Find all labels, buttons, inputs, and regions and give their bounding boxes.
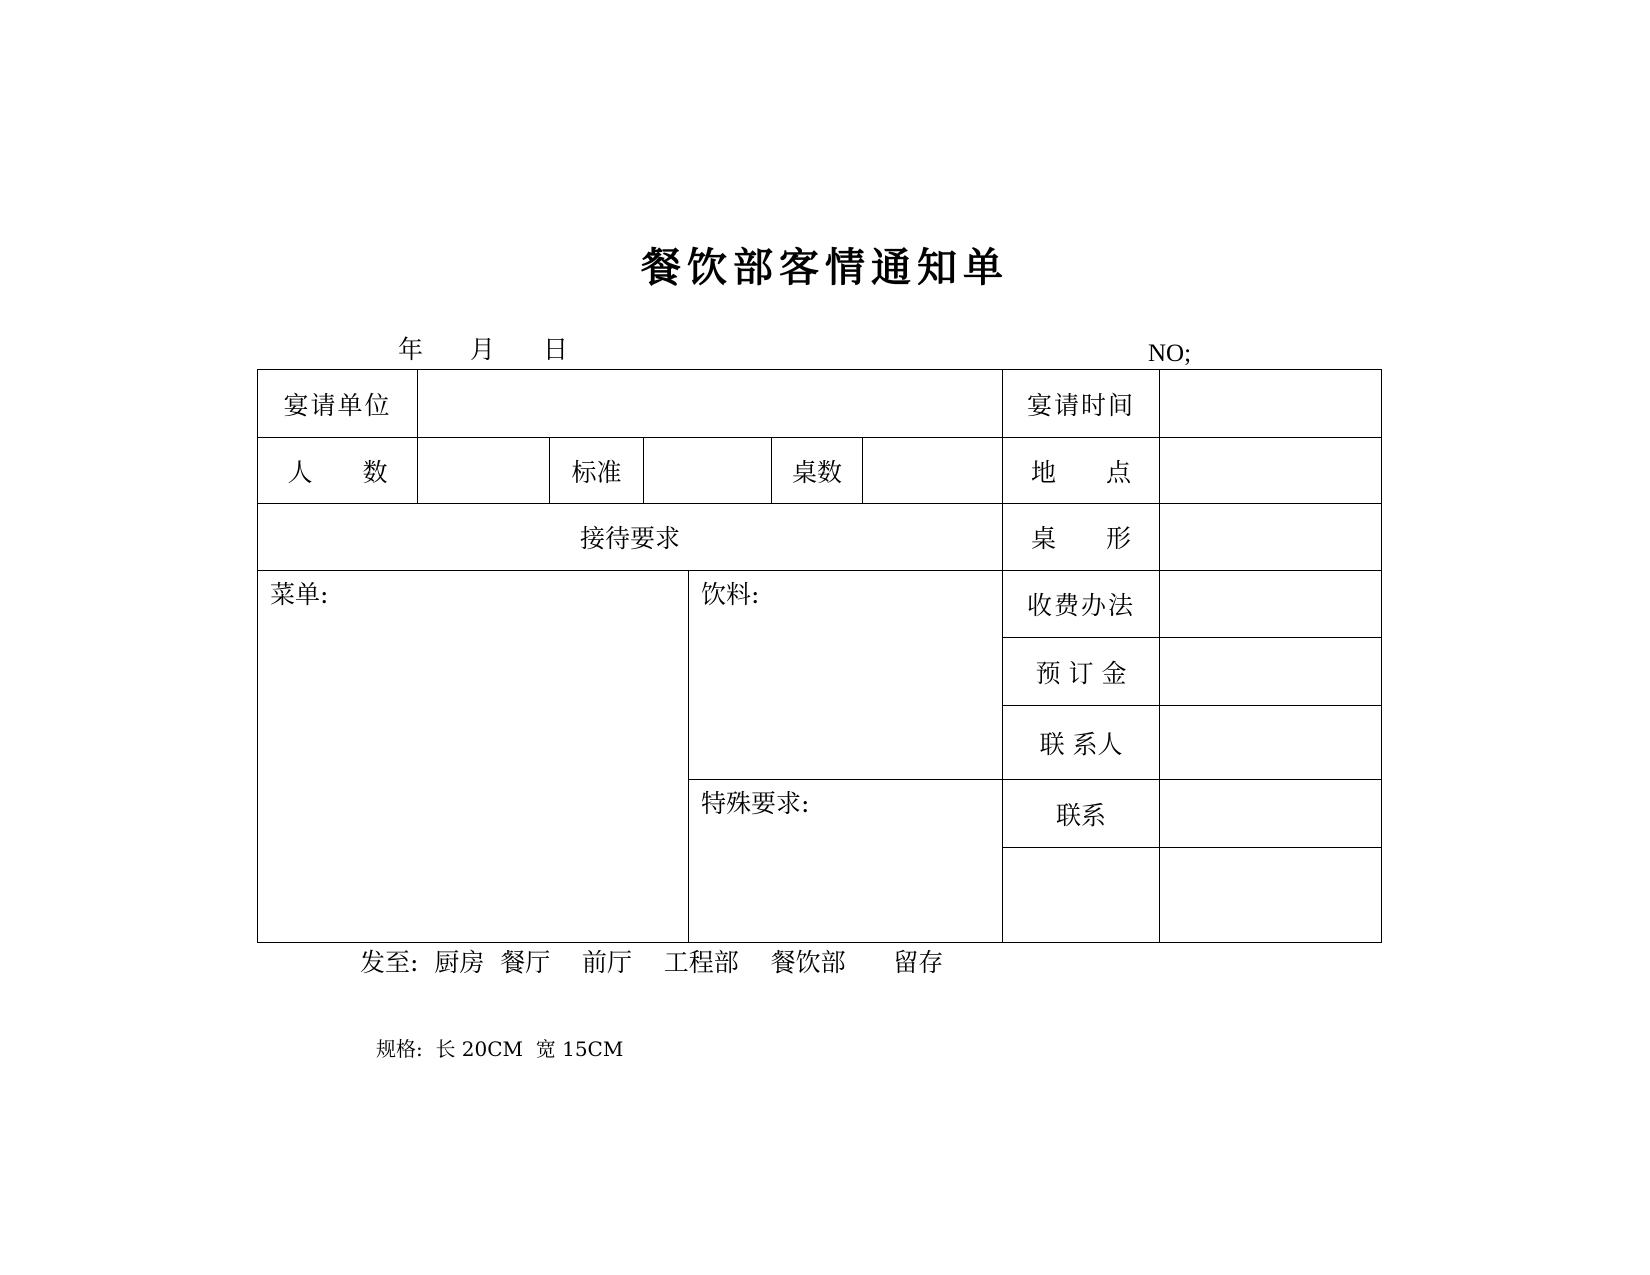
standard-label: 标准	[550, 438, 644, 504]
menu-label: 菜单:	[270, 580, 329, 609]
drinks-label: 饮料:	[701, 580, 760, 609]
special-requirements-field[interactable]	[689, 780, 1003, 943]
month-label: 月	[470, 335, 496, 364]
blank-label-cell[interactable]	[1003, 848, 1160, 943]
number-label: NO;	[1148, 340, 1192, 367]
banquet-notice-table	[257, 369, 1382, 943]
table-shape-label: 桌 形	[1003, 504, 1160, 571]
table-count-field[interactable]	[863, 438, 1003, 504]
deposit-field[interactable]	[1160, 638, 1382, 706]
distribution-line: 发至: 厨房 餐厅 前厅 工程部 餐饮部 留存	[360, 948, 944, 977]
contact-person-label: 联 系人	[1003, 706, 1160, 780]
menu-field[interactable]	[258, 571, 689, 943]
table-count-label: 桌数	[772, 438, 863, 504]
standard-field[interactable]	[644, 438, 772, 504]
banquet-time-field[interactable]	[1160, 370, 1382, 438]
people-count-field[interactable]	[418, 438, 550, 504]
people-count-label: 人 数	[258, 438, 418, 504]
form-title: 餐饮部客情通知单	[641, 244, 1009, 291]
table-shape-field[interactable]	[1160, 504, 1382, 571]
deposit-label: 预 订 金	[1003, 638, 1160, 706]
host-unit-label: 宴请单位	[258, 370, 418, 438]
specification-note: 规格: 长 20CM 宽 15CM	[376, 1037, 624, 1061]
payment-method-field[interactable]	[1160, 571, 1382, 638]
drinks-field[interactable]	[689, 571, 1003, 780]
contact-field[interactable]	[1160, 780, 1382, 848]
special-requirements-label: 特殊要求:	[701, 789, 810, 818]
year-label: 年	[398, 335, 424, 364]
blank-value-cell[interactable]	[1160, 848, 1382, 943]
location-label: 地 点	[1003, 438, 1160, 504]
reception-requirements-label: 接待要求	[258, 504, 1003, 571]
contact-label: 联系	[1003, 780, 1160, 848]
day-label: 日	[543, 335, 569, 364]
banquet-time-label: 宴请时间	[1003, 370, 1160, 438]
payment-method-label: 收费办法	[1003, 571, 1160, 638]
location-field[interactable]	[1160, 438, 1382, 504]
contact-person-field[interactable]	[1160, 706, 1382, 780]
host-unit-field[interactable]	[418, 370, 1003, 438]
